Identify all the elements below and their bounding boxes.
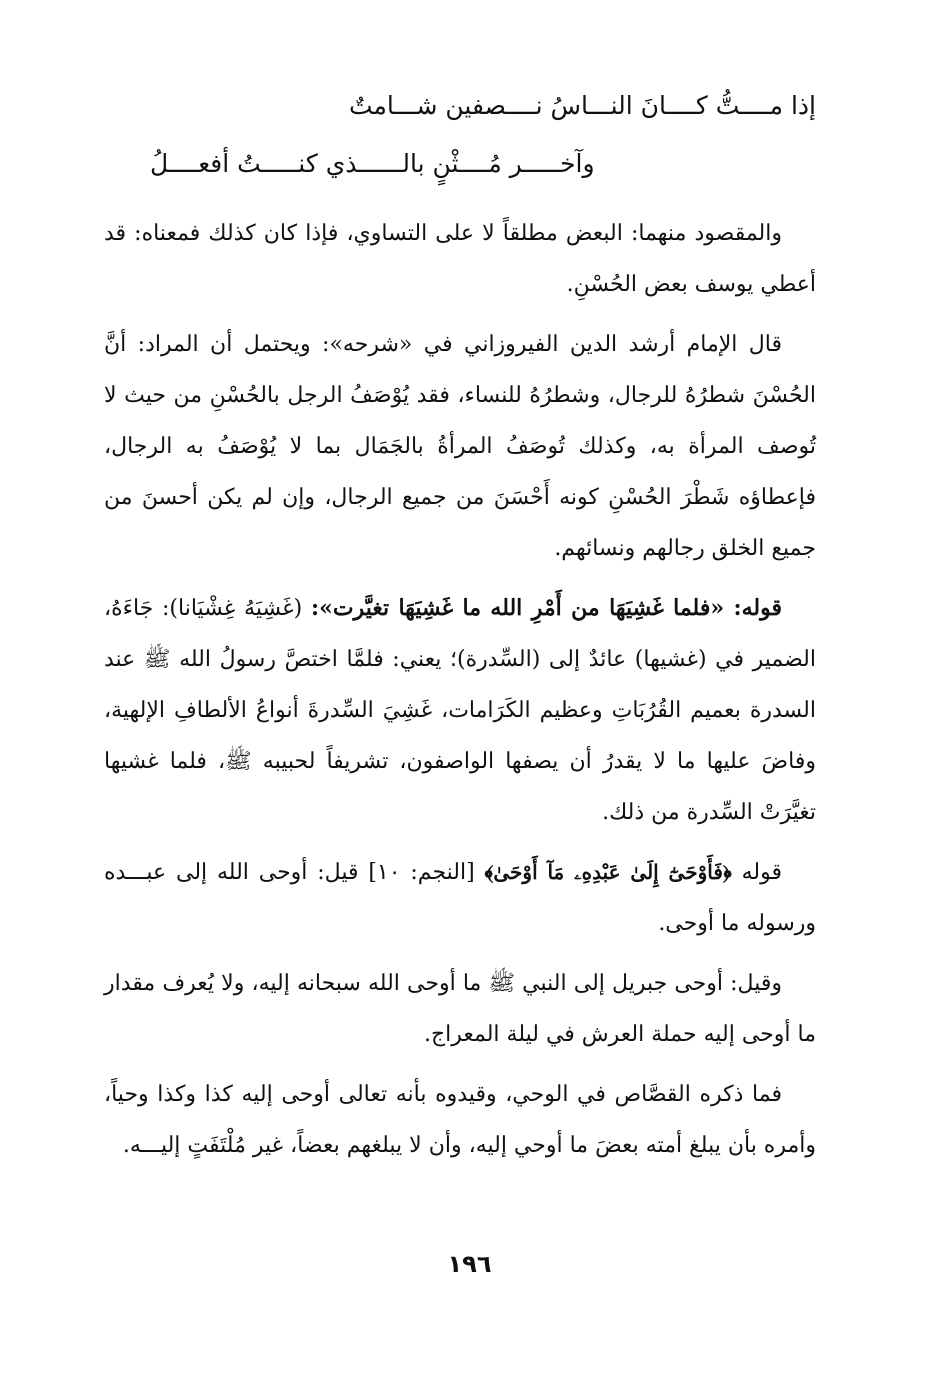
quran-verse: ﴿فَأَوْحَىٰٓ إِلَىٰ عَبْدِهِۦ مَآ أَوْحَىٰ﴾ [484,860,732,884]
paragraph-4-lead: قوله [741,860,782,885]
quoted-verse-heading: قوله: «فلما غَشِيَهَا من أَمْرِ الله ما غَشِيَهَا تغيَّرت»: [310,595,783,621]
poem-line-1: إذا مــــتُّ كــــانَ النـــاسُ نــــصفين شـــامتٌ [348,91,816,120]
page-body [104,88,816,1180]
paragraph-4-body: [النجم: ١٠] قيل: أوحى الله إلى عبـــده ورسوله ما أوحى. [104,860,816,936]
paragraph-4 [104,847,816,949]
paragraph-6: فما ذكره القصَّاص في الوحي، وقيدوه بأنه تعالى أوحى إليه كذا وكذا وحياً، وأمره بأن يبلغ أمته بعضَ ما أوحي إليه، وأن لا يبلغهم بعضاً، غير مُلْتَفَتٍ إليـــه. [104,1082,816,1158]
paragraph-5: وقيل: أوحى جبريل إلى النبي ﷺ ما أوحى الله سبحانه إليه، ولا يُعرف مقدار ما أوحى إليه حملة العرش في ليلة المعراج. [104,971,816,1047]
paragraph-3 [104,583,816,838]
paragraph-2: قال الإمام أرشد الدين الفيروزاني في «شرحه»: ويحتمل أن المراد: أنَّ الحُسْنَ شطرُهُ للرجال، وشطرُهُ للنساء، فقد يُوْصَفُ الرجل بالحُسْنِ من حيث لا تُوصف المرأة به، وكذلك تُوصَفُ المرأةُ بالجَمَال بما لا يُوْصَفُ به الرجال، فإعطاؤه شَطْرَ الحُسْنِ كونه أَحْسَنَ من جميع الرجال، وإن لم يكن أحسنَ من جميع الخلق رجالهم ونسائهم. [104,332,816,561]
paragraph-3-body: (غَشِيَهُ غِشْيَانا): جَاءَهُ، الضمير في (غشيها) عائدٌ إلى (السِّدرة)؛ يعني: فلمَّا اختصَّ رسولُ الله ﷺ عند السدرة بعميم القُرُبَاتِ وعظيم الكَرَامات، غَشِيَ السِّدرةَ أنواعُ الألطافِ الإلهية، وفاضَ عليها ما لا يقدرُ أن يصفها الواصفون، تشريفاً لحبيبه ﷺ، فلما غشيها تغيَّرَتْ السِّدرة من ذلك. [104,596,816,825]
poem-line-2: وآخـــــر مُــــثْنٍ بالــــــذي كنـــــتُ أفعــــلُ [150,149,595,178]
paragraph-1: والمقصود منهما: البعض مطلقاً لا على التساوي، فإذا كان كذلك فمعناه: قد أعطي يوسف بعض الحُسْنِ. [104,221,816,297]
page-number: ١٩٦ [447,1250,492,1278]
